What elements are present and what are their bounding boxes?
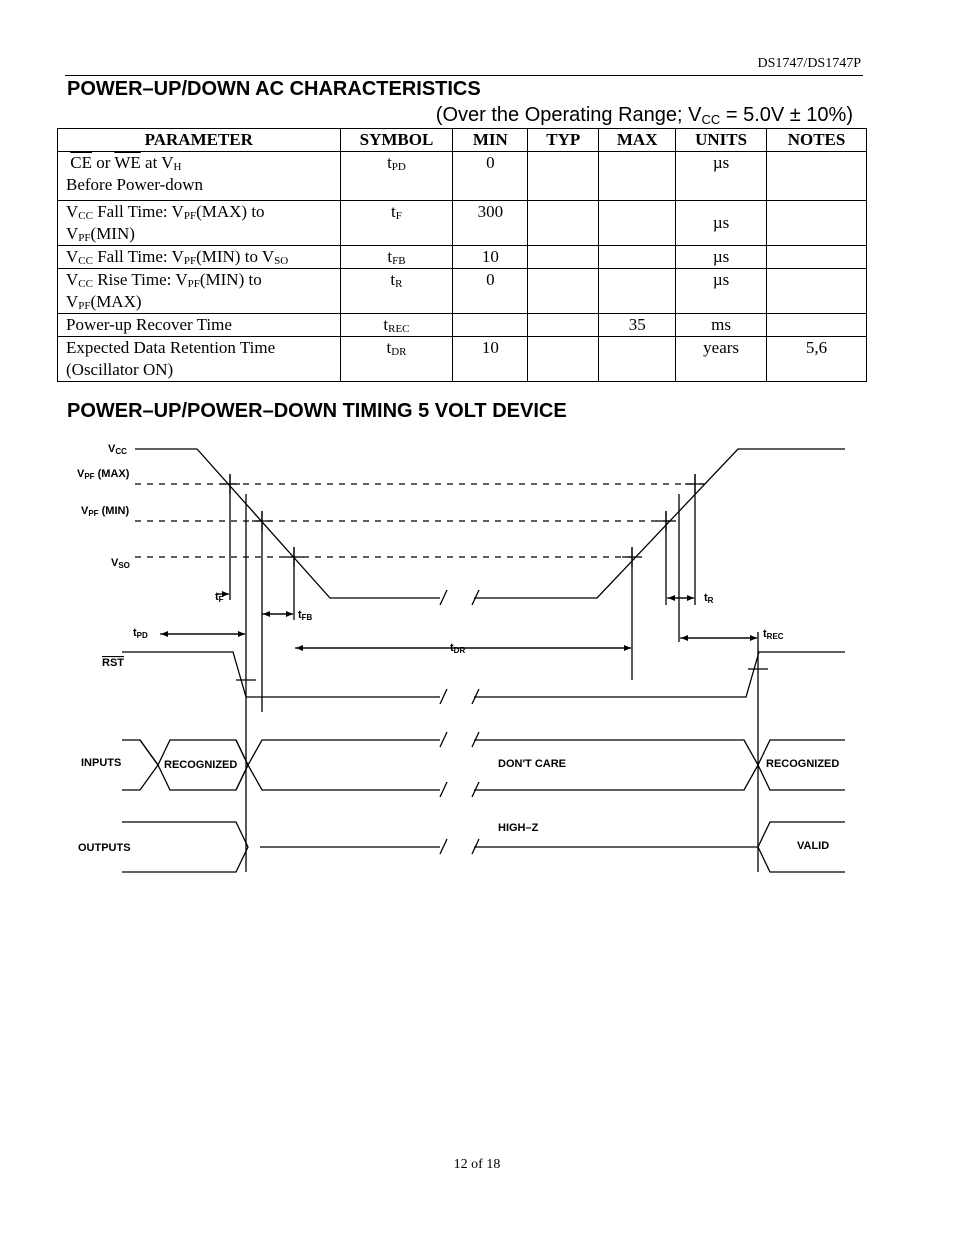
inputs-waveform: [122, 740, 158, 790]
outputs-signal-label: OUTPUTS: [78, 842, 131, 854]
rst-signal-label: RST: [102, 657, 124, 669]
tfb-label: tFB: [298, 609, 313, 622]
vpf-max-label: VPF (MAX): [77, 468, 130, 481]
param-cell: $V_{CC}$ Rise Time: $V_{PF}(MIN)$ to $V_{PF}(MAX)$: [58, 269, 341, 314]
tr-label: tR: [704, 592, 714, 605]
recognized-state-right: RECOGNIZED: [766, 758, 840, 770]
min-cell: 0: [453, 269, 528, 314]
trec-label: tREC: [763, 628, 784, 641]
param-cell: $V_{CC}$ Fall Time: $V_{PF}(MIN)$ to $V_{SO}$: [58, 246, 341, 269]
col-header-typ: TYP: [528, 129, 599, 152]
page-number: 12 of 18: [453, 1157, 501, 1172]
vcc-waveform-right: [474, 449, 845, 598]
units-cell: µs: [676, 246, 767, 269]
min-cell: 300: [453, 201, 528, 246]
vso-level-label: VSO: [111, 557, 130, 570]
outputs-waveform: [122, 822, 248, 872]
col-header-parameter: PARAMETER: [58, 129, 341, 152]
tpd-label: tPD: [133, 627, 148, 640]
max-cell: 35: [599, 314, 676, 337]
param-cell: Power-up Recover Time: [58, 314, 341, 337]
ac-characteristics-title: POWER–UP/DOWN AC CHARACTERISTICS: [67, 78, 481, 100]
dont-care-state: DON'T CARE: [498, 758, 567, 770]
break-marks: [440, 590, 479, 854]
tf-label: tF: [215, 591, 224, 604]
symbol-cell: $t_{PD}$: [340, 152, 453, 201]
operating-range-subtitle: (Over the Operating Range; $V_{CC} = 5.0V \pm 10\%$): [435, 104, 853, 127]
symbol-cell: $t_R$: [340, 269, 453, 314]
param-cell: $V_{CC}$ Fall Time: $V_{PF}(MAX)$ to $V_{PF}(MIN)$: [58, 201, 341, 246]
symbol-cell: $t_{FB}$: [340, 246, 453, 269]
units-cell: ms: [676, 314, 767, 337]
vpf-min-label: VPF (MIN): [81, 505, 130, 518]
param-cell: CE or WE at $V_H$ Before Power-down: [58, 152, 341, 201]
document-id: DS1747/DS1747P: [757, 56, 861, 71]
vcc-waveform: [135, 449, 440, 598]
inputs-signal-label: INPUTS: [81, 757, 122, 769]
notes-cell: 5,6: [767, 337, 867, 382]
units-cell: years: [676, 337, 767, 382]
high-z-state: HIGH–Z: [498, 822, 539, 834]
vcc-level-label: VCC: [108, 443, 127, 456]
symbol-cell: $t_F$: [340, 201, 453, 246]
units-cell: µs: [676, 201, 767, 246]
recognized-state-left: RECOGNIZED: [164, 759, 238, 771]
col-header-units: UNITS: [676, 129, 767, 152]
units-cell: µs: [676, 269, 767, 314]
col-header-symbol: SYMBOL: [340, 129, 453, 152]
timing-diagram-title: POWER–UP/POWER–DOWN TIMING 5 VOLT DEVICE: [67, 400, 567, 422]
col-header-max: MAX: [599, 129, 676, 152]
min-cell: 0: [453, 152, 528, 201]
rst-waveform: [122, 652, 440, 697]
col-header-min: MIN: [453, 129, 528, 152]
units-cell: µs: [676, 152, 767, 201]
min-cell: 10: [453, 337, 528, 382]
valid-state: VALID: [797, 840, 830, 852]
param-cell: Expected Data Retention Time (Oscillator ON): [58, 337, 341, 382]
min-cell: 10: [453, 246, 528, 269]
symbol-cell: $t_{REC}$: [340, 314, 453, 337]
col-header-notes: NOTES: [767, 129, 867, 152]
symbol-cell: $t_{DR}$: [340, 337, 453, 382]
tdr-label: tDR: [450, 642, 466, 655]
